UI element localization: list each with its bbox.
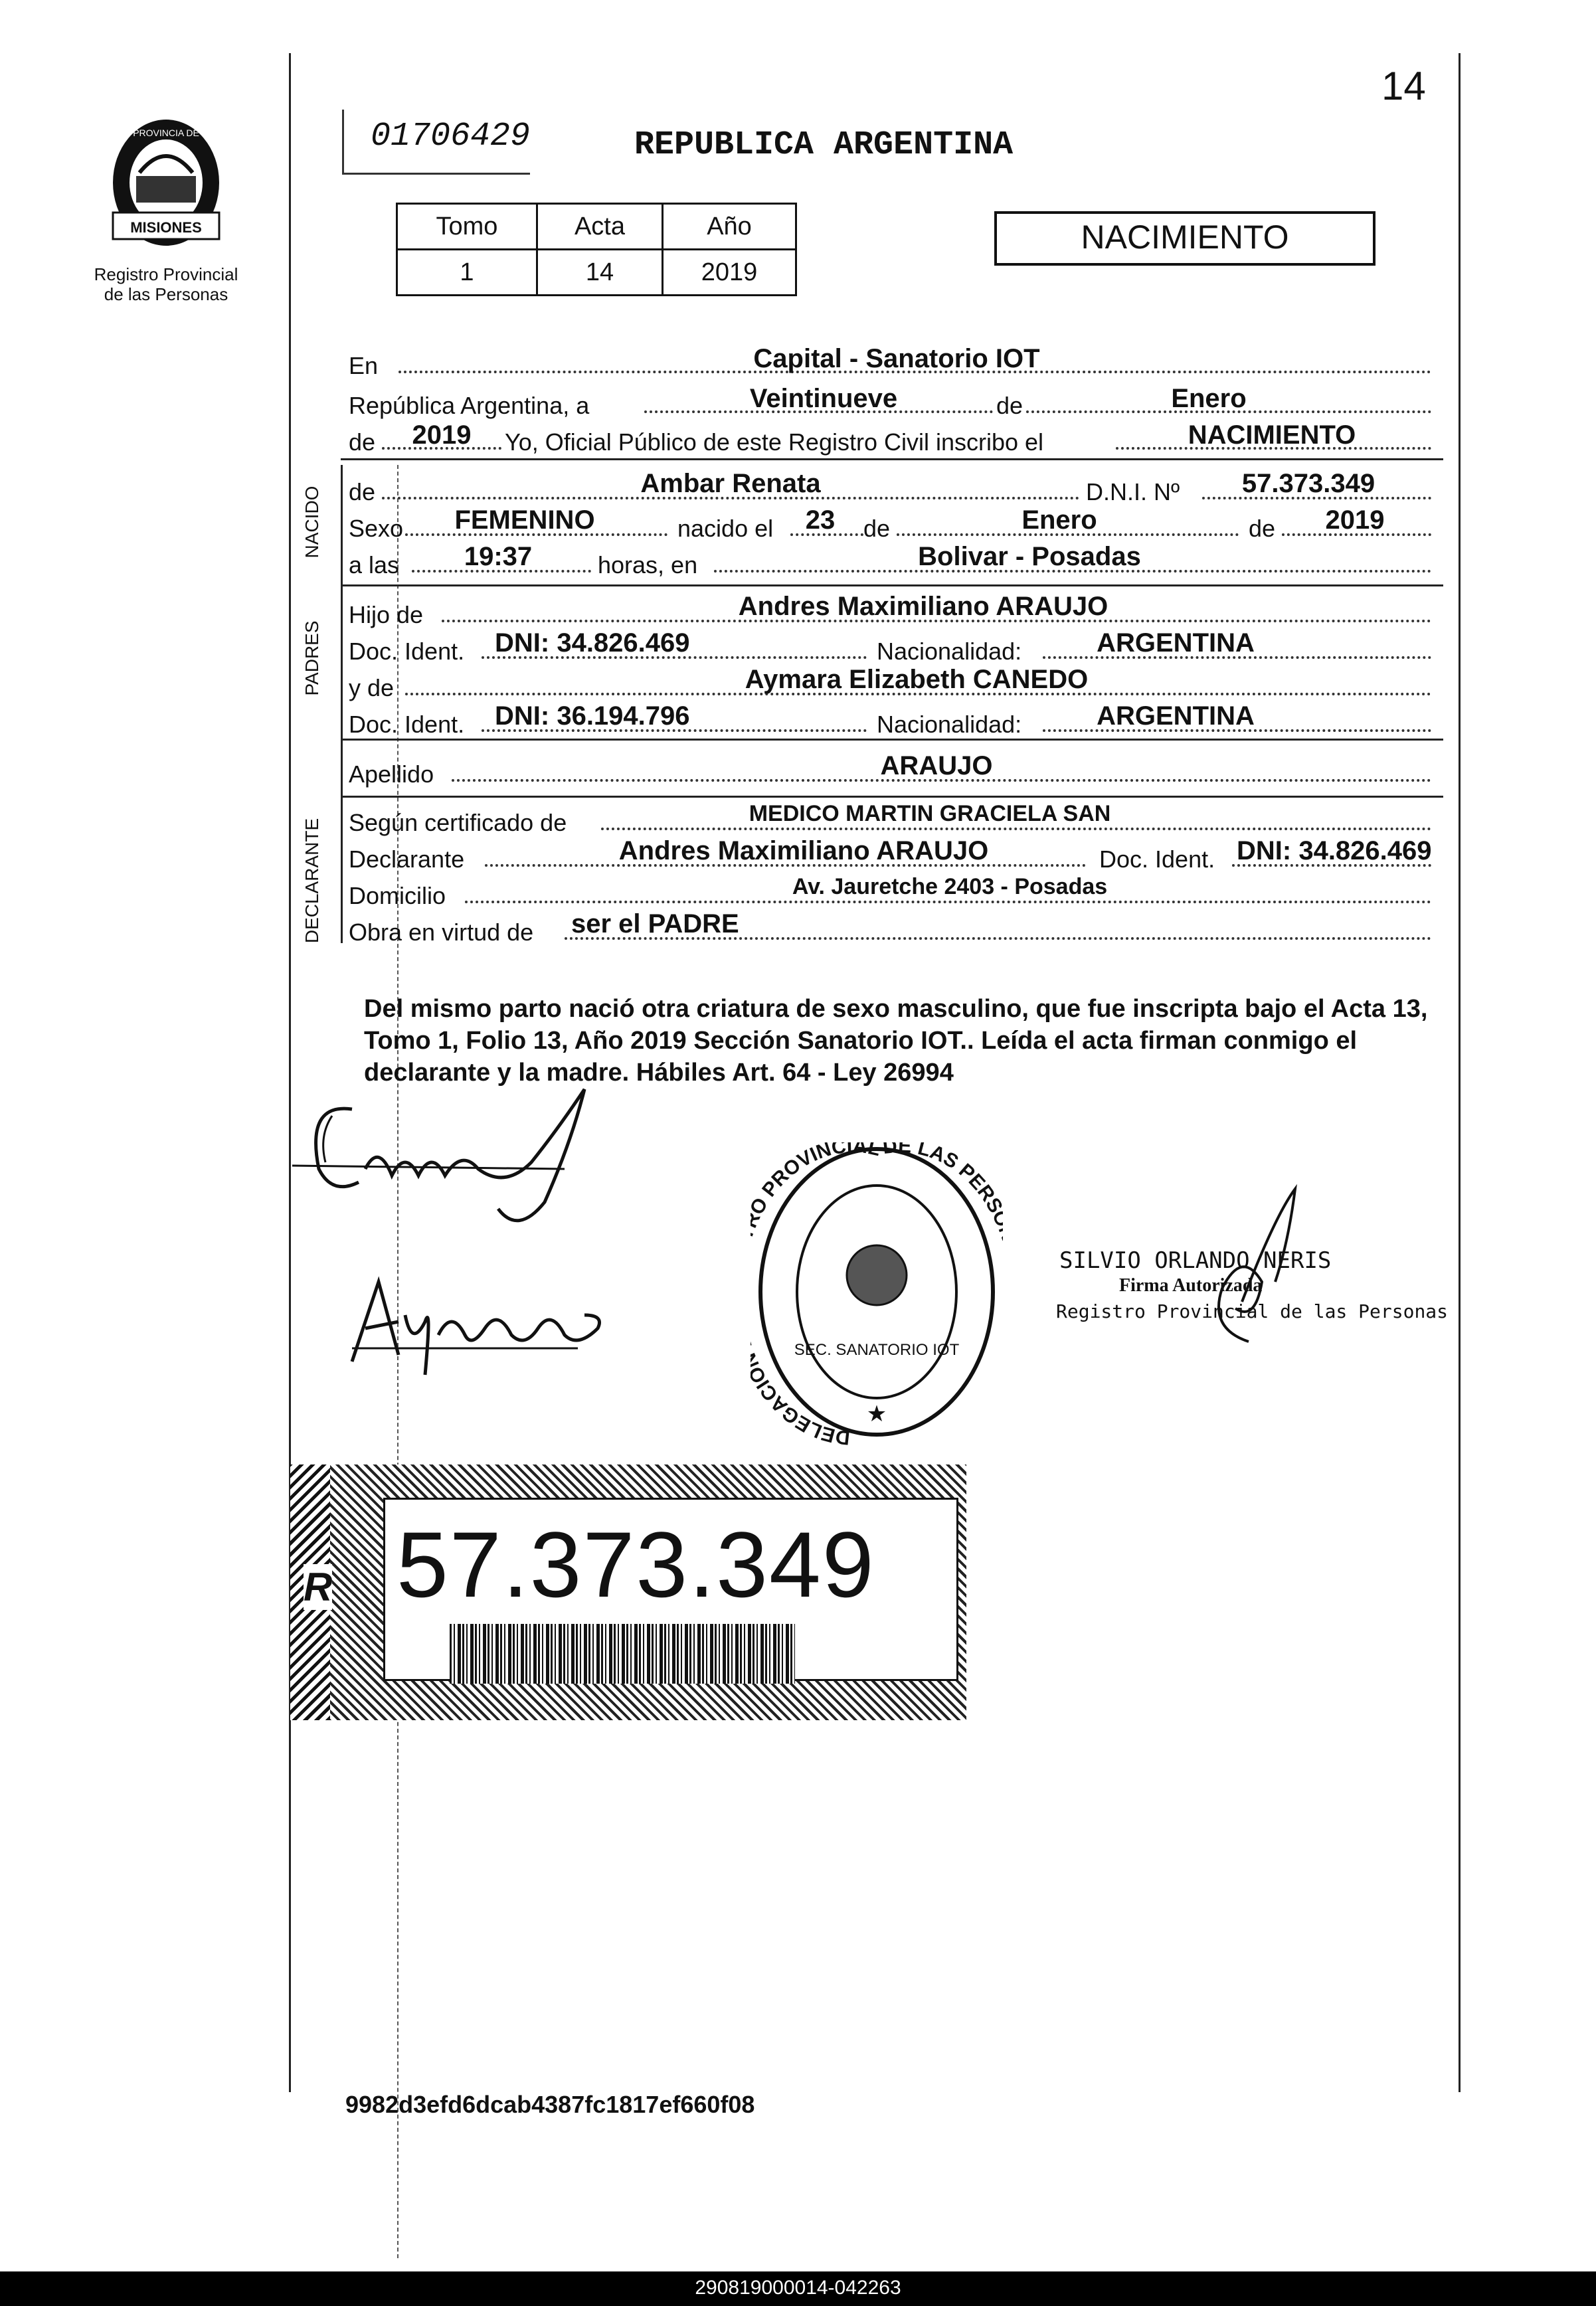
label-de-nombre: de (349, 478, 376, 505)
label-obra: Obra en virtud de (349, 919, 534, 946)
field-declarante-doc: DNI: 34.826.469 (1237, 836, 1432, 865)
declarant-signature (279, 1076, 651, 1249)
inner-left-line (341, 465, 343, 943)
field-hora: 19:37 (464, 542, 533, 571)
registry-label: Registro Provincial de las Personas (94, 264, 238, 304)
country-title: REPUBLICA ARGENTINA (634, 126, 1014, 164)
field-dia-letras: Veintinueve (749, 384, 898, 413)
page-number: 14 (1381, 64, 1426, 108)
field-padre: Andres Maximiliano ARAUJO (738, 592, 1108, 621)
header-tomo: Tomo (397, 204, 537, 250)
separator-2 (341, 584, 1443, 586)
serial-stamp (342, 110, 530, 175)
registered-mark: R (304, 1565, 333, 1609)
label-nac-madre: Nacionalidad: (877, 711, 1022, 738)
label-declarante: Declarante (349, 845, 465, 873)
field-certificado: MEDICO MARTIN GRACIELA SAN (749, 801, 1111, 826)
label-doc-madre: Doc. Ident. (349, 711, 465, 738)
dots-domicilio (465, 901, 1431, 903)
field-padre-nac: ARGENTINA (1097, 628, 1255, 658)
label-sexo: Sexo (349, 515, 404, 542)
side-label-nacido: NACIDO (302, 486, 322, 559)
field-madre-nac: ARGENTINA (1097, 701, 1255, 731)
label-de-nac-mes: de (863, 515, 891, 542)
label-domicilio: Domicilio (349, 882, 446, 909)
registry-oval-stamp (751, 1142, 1003, 1448)
oval-inner-text: SEC. SANATORIO IOT (794, 1341, 960, 1359)
signatory-office: Registro Provincial de las Personas (1056, 1300, 1449, 1322)
oval-outer-text: DELEGACI PROVINCIAL DE LAS PER (753, 1142, 1000, 1448)
svg-text:★: ★ (866, 1401, 887, 1427)
field-declarante: Andres Maximiliano ARAUJO (618, 836, 989, 865)
observation-text: Del mismo parto nació otra criatura de sexo masculino, que fue inscripta bajo el Acta 13, Tomo 1, Folio 13, Año 2019 Sección Sanatorio IOT.. Leída el acta firman conmigo el declarante y la madre. Hábiles Art. 64 - Ley 26994 (364, 995, 1428, 1087)
signatory-name: SILVIO ORLANDO NERIS (1059, 1247, 1332, 1274)
field-sexo: FEMENINO (454, 505, 595, 535)
acta-table (396, 203, 797, 296)
signatory-title: Firma Autorizada (1119, 1275, 1263, 1296)
field-nac-mes: Enero (1021, 505, 1097, 535)
document-hash: 9982d3efd6dcab4387fc1817ef660f08 (345, 2091, 755, 2118)
label-de-nac-anio: de (1249, 515, 1276, 542)
label-nacido: nacido el (677, 515, 774, 542)
value-acta: 14 (537, 250, 662, 296)
field-lugar-nac: Bolivar - Posadas (918, 542, 1141, 571)
serial-number: 01706429 (371, 118, 531, 155)
field-nac-anio: 2019 (1325, 505, 1385, 535)
value-anio: 2019 (663, 250, 796, 296)
separator-4 (341, 796, 1443, 798)
label-nac-padre: Nacionalidad: (877, 638, 1022, 665)
field-anio: 2019 (412, 420, 472, 450)
svg-text:PROVINCIA DE: PROVINCIA DE (133, 128, 199, 138)
header-anio: Año (663, 204, 796, 250)
left-margin-line (289, 53, 291, 2092)
field-domicilio: Av. Jauretche 2403 - Posadas (792, 874, 1108, 899)
dni-big-number: 57.373.349 (397, 1512, 875, 1617)
mother-signature (339, 1262, 618, 1381)
separator-3 (341, 739, 1443, 741)
provincial-seal (100, 113, 232, 259)
dni-barcode (450, 1624, 795, 1684)
label-a-las: a las (349, 551, 400, 578)
value-tomo: 1 (397, 250, 537, 296)
field-lugar: Capital - Sanatorio IOT (753, 344, 1040, 373)
doc-type: NACIMIENTO (1081, 219, 1289, 256)
dots-certificado (601, 828, 1431, 830)
label-dni: D.N.I. Nº (1086, 478, 1180, 505)
field-obra: ser el PADRE (571, 909, 739, 938)
label-en: En (349, 352, 379, 379)
label-oficial: Yo, Oficial Público de este Registro Civil inscribo el (505, 428, 1044, 456)
side-label-declarante: DECLARANTE (302, 818, 322, 944)
field-apellido: ARAUJO (880, 751, 993, 780)
field-madre: Aymara Elizabeth CANEDO (745, 665, 1089, 694)
dni-security-box (290, 1464, 966, 1720)
label-segun: Según certificado de (349, 809, 567, 836)
label-hijo: Hijo de (349, 601, 424, 628)
field-tipo: NACIMIENTO (1188, 420, 1356, 450)
field-madre-doc: DNI: 36.194.796 (495, 701, 690, 731)
label-horas: horas, en (598, 551, 698, 578)
right-margin-line (1459, 53, 1461, 2092)
label-apellido: Apellido (349, 760, 434, 788)
svg-text:MISIONES: MISIONES (130, 219, 202, 236)
label-republica: República Argentina, a (349, 392, 590, 419)
field-padre-doc: DNI: 34.826.469 (495, 628, 690, 658)
footer-code: 290819000014-042263 (695, 2277, 901, 2299)
label-y-de: y de (349, 674, 395, 701)
field-mes: Enero (1171, 384, 1247, 413)
label-de-anio: de (349, 428, 376, 456)
side-label-padres: PADRES (302, 620, 322, 696)
separator-1 (341, 458, 1443, 460)
label-doc-declarante: Doc. Ident. (1099, 845, 1215, 873)
field-nac-dia: 23 (805, 505, 836, 535)
field-nombre: Ambar Renata (640, 469, 821, 498)
header-acta: Acta (537, 204, 662, 250)
label-doc-padre: Doc. Ident. (349, 638, 465, 665)
field-dni: 57.373.349 (1241, 469, 1375, 498)
label-de-mes: de (996, 392, 1023, 419)
